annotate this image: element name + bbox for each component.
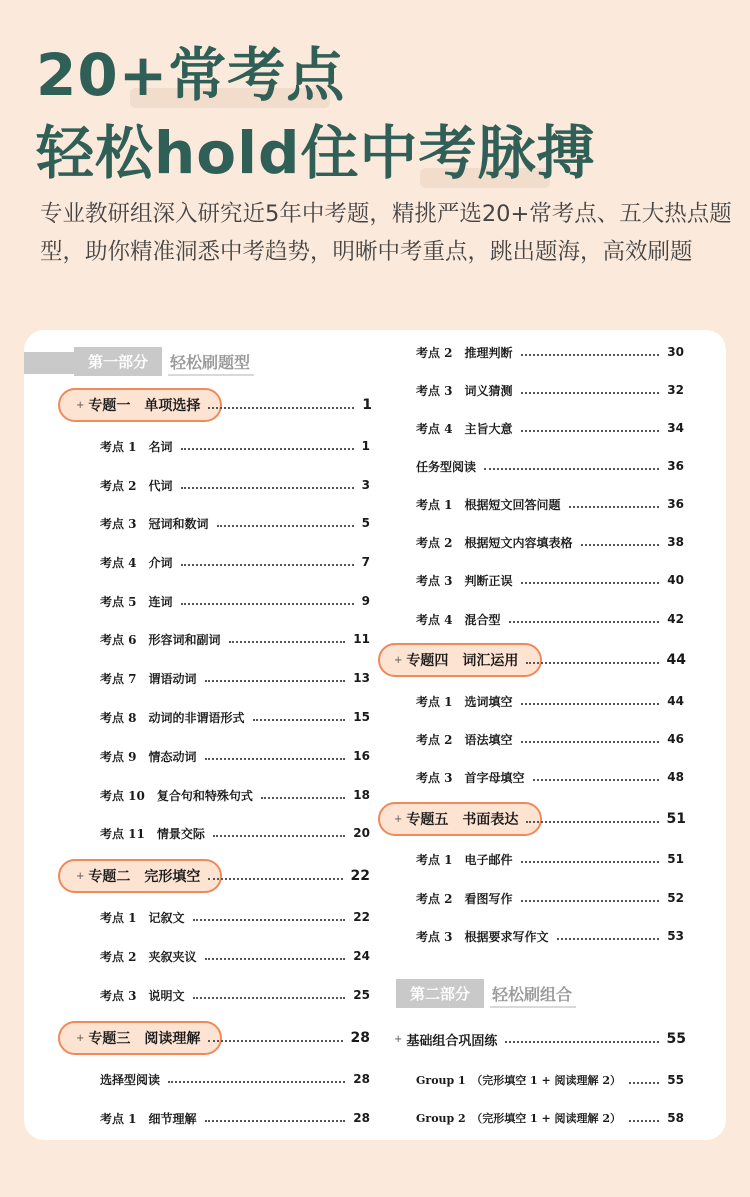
toc-label: 考点 3 词义猜测 xyxy=(416,383,513,398)
leader-dots xyxy=(208,878,342,880)
toc-page-number: 55 xyxy=(667,1073,684,1087)
toc-basic-practice xyxy=(394,1027,686,1051)
toc-label: 考点 2 语法填空 xyxy=(416,732,513,747)
toc-page-number: 16 xyxy=(353,749,370,763)
toc-page-number: 30 xyxy=(667,345,684,359)
toc-label: 考点 4 混合型 xyxy=(416,612,501,627)
part2-title: 轻松刷组合 xyxy=(490,982,576,1008)
leader-dots xyxy=(193,919,346,921)
toc-label: 考点 1 选词填空 xyxy=(416,694,513,709)
toc-label: Group 1 （完形填空 1 + 阅读理解 2） xyxy=(416,1074,622,1087)
toc-page-number: 1 xyxy=(361,439,370,453)
toc-label: 考点 6 形容词和副词 xyxy=(100,632,221,647)
toc-label: 专题四 词汇运用 xyxy=(406,653,519,669)
toc-page-number: 28 xyxy=(353,1111,370,1125)
toc-label: 考点 2 根据短文内容填表格 xyxy=(416,535,573,550)
toc-page-number: 44 xyxy=(667,694,684,708)
toc-topic-1 xyxy=(76,393,372,417)
leader-dots xyxy=(213,835,345,837)
toc-item xyxy=(100,1106,370,1130)
toc-item xyxy=(100,821,370,845)
toc-page-number: 3 xyxy=(361,478,370,492)
toc-item xyxy=(100,983,370,1007)
headline-line-2: 轻松hold住中考脉搏 xyxy=(36,119,596,187)
toc-label: 考点 5 连词 xyxy=(100,594,173,609)
toc-item xyxy=(416,416,684,440)
toc-label: 专题三 阅读理解 xyxy=(88,1031,201,1047)
toc-item xyxy=(100,434,370,458)
toc-item xyxy=(100,550,370,574)
leader-dots xyxy=(205,758,346,760)
toc-item xyxy=(100,589,370,613)
toc-page-number: 22 xyxy=(353,910,370,924)
intro-text: 专业教研组深入研究近5年中考题，精挑严选20+常考点、五大热点题型，助你精准洞悉中考趋势，明晰中考重点，跳出题海，高效刷题 xyxy=(40,201,732,265)
toc-item xyxy=(416,568,684,592)
toc-item xyxy=(416,454,684,478)
part1-title: 轻松刷题型 xyxy=(168,350,254,376)
toc-page-number: 32 xyxy=(667,383,684,397)
toc-page-number: 48 xyxy=(667,770,684,784)
headline-line-1: 20+常考点 xyxy=(36,41,346,109)
toc-page-number: 58 xyxy=(667,1111,684,1125)
toc-page-number: 24 xyxy=(353,949,370,963)
toc-item xyxy=(100,666,370,690)
toc-item xyxy=(416,886,684,910)
toc-item xyxy=(100,511,370,535)
toc-item xyxy=(416,924,684,948)
leader-dots xyxy=(181,564,354,566)
leader-dots xyxy=(168,1081,345,1083)
toc-label: 专题一 单项选择 xyxy=(88,398,201,414)
toc-topic-4 xyxy=(394,648,686,672)
leader-dots xyxy=(253,719,346,721)
leader-dots xyxy=(521,703,660,705)
toc-label: 考点 2 看图写作 xyxy=(416,891,513,906)
toc-label: 考点 4 主旨大意 xyxy=(416,421,513,436)
toc-page-number: 52 xyxy=(667,891,684,905)
toc-label: 考点 4 介词 xyxy=(100,555,173,570)
leader-dots xyxy=(181,448,354,450)
plus-icon: + xyxy=(76,399,85,411)
leader-dots xyxy=(205,958,346,960)
leader-dots xyxy=(229,641,346,643)
toc-page-number: 42 xyxy=(667,612,684,626)
leader-dots xyxy=(533,779,660,781)
leader-dots xyxy=(208,1040,342,1042)
toc-item xyxy=(100,744,370,768)
leader-dots xyxy=(509,621,660,623)
part1-header xyxy=(74,348,254,376)
toc-item xyxy=(416,378,684,402)
toc-label: 考点 3 判断正误 xyxy=(416,573,513,588)
toc-page-number: 36 xyxy=(667,459,684,473)
leader-dots xyxy=(581,544,660,546)
toc-label: 选择型阅读 xyxy=(100,1072,161,1087)
toc-label: 考点 1 根据短文回答问题 xyxy=(416,497,561,512)
leader-dots xyxy=(521,741,660,743)
leader-dots xyxy=(557,938,660,940)
toc-label: 考点 3 冠词和数词 xyxy=(100,516,209,531)
toc-item xyxy=(416,530,684,554)
toc-page-number: 25 xyxy=(353,988,370,1002)
toc-label: 考点 9 情态动词 xyxy=(100,749,197,764)
toc-item xyxy=(416,340,684,364)
toc-label: 考点 1 细节理解 xyxy=(100,1111,197,1126)
leader-dots xyxy=(505,1041,658,1043)
leader-dots xyxy=(526,821,658,823)
plus-icon: + xyxy=(76,870,85,882)
toc-page-number: 5 xyxy=(361,516,370,530)
toc-page-number: 1 xyxy=(362,397,372,413)
toc-topic-5 xyxy=(394,807,686,831)
toc-label: 考点 2 夹叙夹议 xyxy=(100,949,197,964)
toc-topic-2 xyxy=(76,864,370,888)
toc-item xyxy=(416,1068,684,1092)
toc-page-number: 22 xyxy=(350,868,370,884)
toc-label: 考点 2 推理判断 xyxy=(416,345,513,360)
leader-dots xyxy=(181,603,354,605)
toc-page-number: 44 xyxy=(666,652,686,668)
toc-page-number: 15 xyxy=(353,710,370,724)
toc-label: 考点 2 代词 xyxy=(100,478,173,493)
plus-icon: + xyxy=(394,654,403,666)
toc-page-number: 9 xyxy=(361,594,370,608)
toc-page-number: 13 xyxy=(353,671,370,685)
plus-icon: + xyxy=(394,813,403,825)
part2-header xyxy=(396,980,576,1008)
plus-icon: + xyxy=(394,1033,403,1045)
toc-page-number: 18 xyxy=(353,788,370,802)
toc-label: 考点 8 动词的非谓语形式 xyxy=(100,710,245,725)
toc-label: 专题二 完形填空 xyxy=(88,869,201,885)
toc-label: 基础组合巩固练 xyxy=(406,1033,498,1049)
leader-dots xyxy=(521,392,660,394)
part2-label: 第二部分 xyxy=(396,979,484,1008)
leader-dots xyxy=(181,487,354,489)
toc-page-number: 7 xyxy=(361,555,370,569)
leader-dots xyxy=(521,861,660,863)
toc-page-number: 28 xyxy=(350,1030,370,1046)
toc-item xyxy=(416,847,684,871)
toc-item xyxy=(416,765,684,789)
toc-page-number: 38 xyxy=(667,535,684,549)
leader-dots xyxy=(484,468,659,470)
toc-page-number: 20 xyxy=(353,826,370,840)
toc-label: 考点 3 根据要求写作文 xyxy=(416,929,549,944)
toc-item xyxy=(100,1067,370,1091)
toc-page-number: 55 xyxy=(666,1031,686,1047)
toc-item xyxy=(100,905,370,929)
leader-dots xyxy=(208,407,354,409)
toc-item xyxy=(100,473,370,497)
toc-page-number: 11 xyxy=(353,632,370,646)
part1-label: 第一部分 xyxy=(74,347,162,376)
toc-item xyxy=(100,944,370,968)
toc-page-number: 34 xyxy=(667,421,684,435)
leader-dots xyxy=(205,1120,346,1122)
toc-label: 考点 10 复合句和特殊句式 xyxy=(100,788,253,803)
toc-item xyxy=(100,627,370,651)
toc-page-number: 46 xyxy=(667,732,684,746)
toc-item xyxy=(416,1106,684,1130)
leader-dots xyxy=(193,997,346,999)
leader-dots xyxy=(521,900,660,902)
toc-page-number: 51 xyxy=(666,811,686,827)
toc-page-number: 28 xyxy=(353,1072,370,1086)
leader-dots xyxy=(217,525,354,527)
toc-label: 任务型阅读 xyxy=(416,459,477,474)
toc-topic-3 xyxy=(76,1026,370,1050)
leader-dots xyxy=(521,582,660,584)
toc-label: Group 2 （完形填空 1 + 阅读理解 2） xyxy=(416,1112,622,1125)
toc-label: 考点 11 情景交际 xyxy=(100,826,205,841)
plus-icon: + xyxy=(76,1032,85,1044)
leader-dots xyxy=(629,1082,659,1084)
toc-label: 考点 7 谓语动词 xyxy=(100,671,197,686)
toc-item xyxy=(416,607,684,631)
leader-dots xyxy=(521,430,660,432)
leader-dots xyxy=(261,797,345,799)
toc-page-image xyxy=(24,330,726,1140)
toc-page-number: 36 xyxy=(667,497,684,511)
toc-page-number: 40 xyxy=(667,573,684,587)
toc-item xyxy=(416,492,684,516)
leader-dots xyxy=(569,506,660,508)
toc-page-number: 53 xyxy=(667,929,684,943)
toc-label: 考点 1 电子邮件 xyxy=(416,852,513,867)
toc-label: 考点 1 记叙文 xyxy=(100,910,185,925)
toc-page-number: 51 xyxy=(667,852,684,866)
toc-label: 考点 3 首字母填空 xyxy=(416,770,525,785)
leader-dots xyxy=(205,680,346,682)
toc-label: 专题五 书面表达 xyxy=(406,812,519,828)
toc-item xyxy=(100,705,370,729)
leader-dots xyxy=(526,662,658,664)
toc-label: 考点 3 说明文 xyxy=(100,988,185,1003)
toc-item xyxy=(416,727,684,751)
leader-dots xyxy=(521,354,660,356)
leader-dots xyxy=(629,1120,659,1122)
toc-item xyxy=(416,689,684,713)
toc-label: 考点 1 名词 xyxy=(100,439,173,454)
toc-item xyxy=(100,783,370,807)
